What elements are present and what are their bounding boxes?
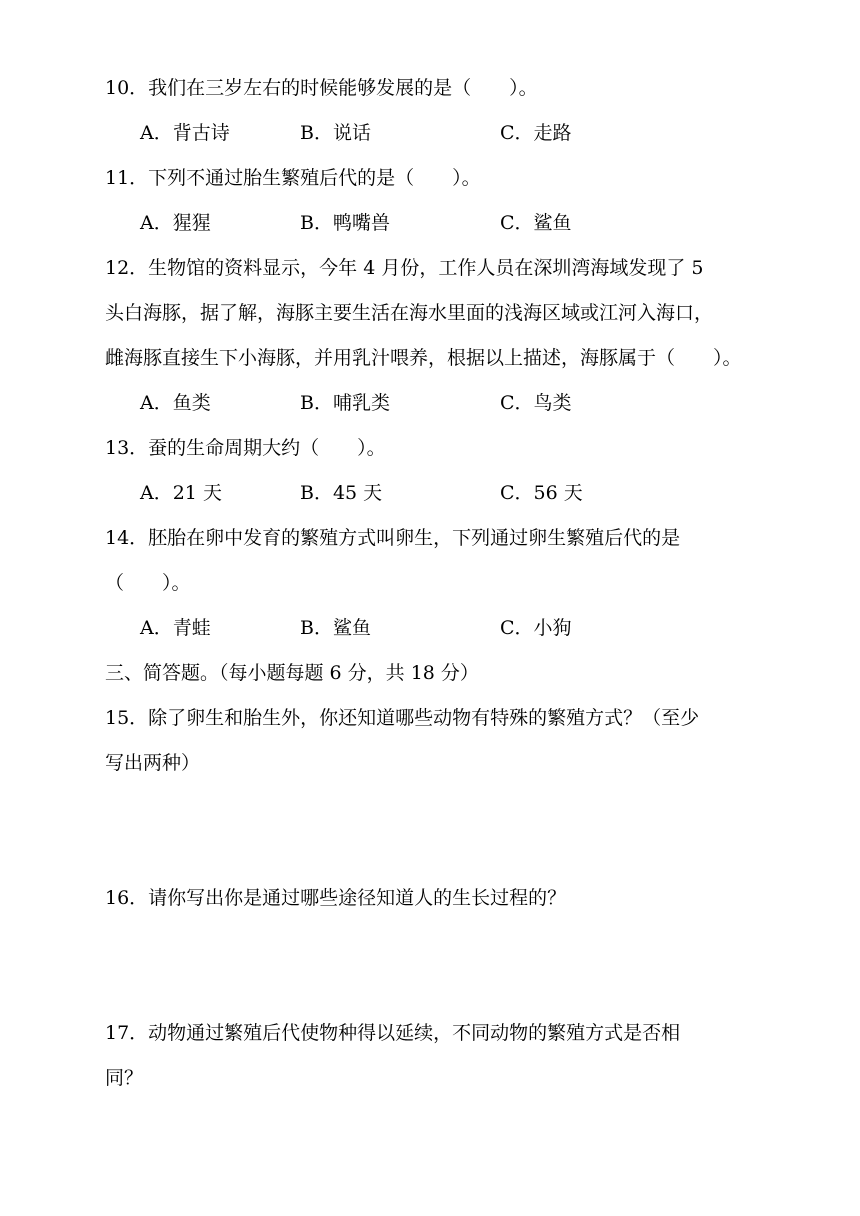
question-15-line-2: 写出两种） <box>105 752 201 774</box>
option-c: C．小狗 <box>500 617 572 639</box>
question-10: 10．我们在三岁左右的时候能够发展的是（ ）。 <box>105 77 538 99</box>
option-a: A．背古诗 <box>140 122 230 144</box>
question-15-line-1: 15．除了卵生和胎生外，你还知道哪些动物有特殊的繁殖方式？（至少 <box>105 707 700 729</box>
option-b: B．45 天 <box>300 482 383 504</box>
option-c: C．走路 <box>500 122 572 144</box>
question-14-line-1: 14．胚胎在卵中发育的繁殖方式叫卵生，下列通过卵生繁殖后代的是 <box>105 527 681 549</box>
option-b: B．鲨鱼 <box>300 617 371 639</box>
question-17-line-2: 同？ <box>105 1067 144 1089</box>
question-12-line-1: 12．生物馆的资料显示，今年 4 月份，工作人员在深圳湾海域发现了 5 <box>105 257 704 279</box>
option-a: A．21 天 <box>140 482 222 504</box>
option-b: B．说话 <box>300 122 371 144</box>
option-c: C．鲨鱼 <box>500 212 572 234</box>
question-17-line-1: 17．动物通过繁殖后代使物种得以延续，不同动物的繁殖方式是否相 <box>105 1022 681 1044</box>
option-a: A．猩猩 <box>140 212 211 234</box>
question-11: 11．下列不通过胎生繁殖后代的是（ ）。 <box>105 167 481 189</box>
option-c: C．鸟类 <box>500 392 572 414</box>
option-b: B．鸭嘴兽 <box>300 212 390 234</box>
option-a: A．青蛙 <box>140 617 211 639</box>
question-12-line-3: 雌海豚直接生下小海豚，并用乳汁喂养，根据以上描述，海豚属于（ ）。 <box>105 347 742 369</box>
option-c: C．56 天 <box>500 482 583 504</box>
option-b: B．哺乳类 <box>300 392 390 414</box>
section-3-heading: 三、简答题。（每小题每题 6 分，共 18 分） <box>105 662 479 684</box>
question-12-line-2: 头白海豚，据了解，海豚主要生活在海水里面的浅海区域或江河入海口， <box>105 302 714 324</box>
question-13: 13．蚕的生命周期大约（ ）。 <box>105 437 386 459</box>
question-16: 16．请你写出你是通过哪些途径知道人的生长过程的？ <box>105 887 567 909</box>
option-a: A．鱼类 <box>140 392 211 414</box>
question-14-line-2: （ ）。 <box>105 572 191 594</box>
